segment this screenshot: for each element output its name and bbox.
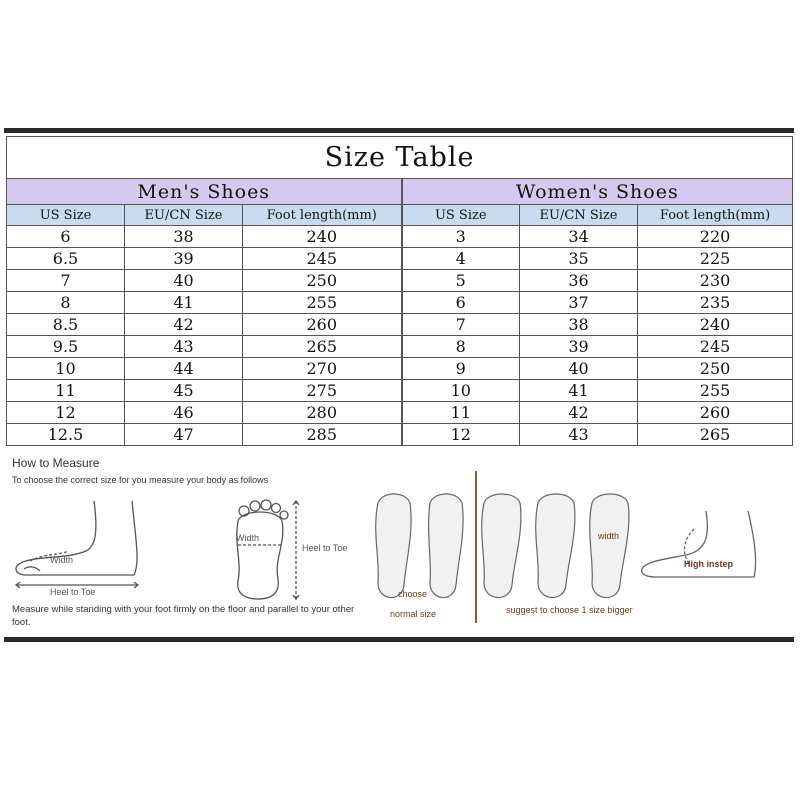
men-eu-size-cell: 46 (125, 402, 243, 424)
women-foot-length-cell: 225 (638, 248, 793, 270)
side-foot-icon (16, 501, 138, 588)
women-foot-length-header: Foot length(mm) (638, 205, 793, 226)
column-header-row (7, 205, 793, 226)
women-foot-length-cell: 220 (638, 226, 793, 248)
men-foot-length-cell: 260 (243, 314, 402, 336)
table-row (7, 314, 793, 336)
women-us-size-cell: 6 (402, 292, 520, 314)
men-us-size-cell: 12 (7, 402, 125, 424)
women-eu-size-cell: 34 (520, 226, 638, 248)
table-row (7, 358, 793, 380)
women-us-size-cell: 11 (402, 402, 520, 424)
men-foot-length-cell: 250 (243, 270, 402, 292)
women-foot-length-cell: 245 (638, 336, 793, 358)
men-eu-size-cell: 41 (125, 292, 243, 314)
table-row (7, 336, 793, 358)
sole-width-label: Width (236, 533, 260, 543)
women-eu-size-cell: 35 (520, 248, 638, 270)
women-us-size-cell: 9 (402, 358, 520, 380)
women-eu-size-cell: 42 (520, 402, 638, 424)
men-eu-size-cell: 47 (125, 424, 243, 446)
men-us-size-cell: 12.5 (7, 424, 125, 446)
men-eu-size-cell: 45 (125, 380, 243, 402)
table-row (7, 424, 793, 446)
men-us-size-header: US Size (7, 205, 125, 226)
men-eu-size-cell: 39 (125, 248, 243, 270)
normal-feet-icon (376, 494, 463, 598)
men-us-size-cell: 6.5 (7, 248, 125, 270)
men-eu-size-cell: 40 (125, 270, 243, 292)
men-foot-length-cell: 255 (243, 292, 402, 314)
men-eu-size-cell: 38 (125, 226, 243, 248)
size-bigger-suggestion: suggest to choose 1 size bigger (506, 605, 633, 615)
table-row (7, 248, 793, 270)
how-to-measure-panel (6, 451, 792, 637)
table-row (7, 380, 793, 402)
wide-width-label: width (598, 531, 620, 541)
women-foot-length-cell: 240 (638, 314, 793, 336)
how-to-measure-subtitle: To choose the correct size for you measure your body as follows (12, 475, 269, 485)
men-foot-length-header: Foot length(mm) (243, 205, 402, 226)
women-eu-size-cell: 41 (520, 380, 638, 402)
men-us-size-cell: 6 (7, 226, 125, 248)
size-rows (7, 226, 793, 446)
sole-foot-icon (237, 500, 299, 599)
men-foot-length-cell: 280 (243, 402, 402, 424)
women-us-size-cell: 10 (402, 380, 520, 402)
women-shoes-header: Women's Shoes (402, 179, 793, 205)
men-shoes-header: Men's Shoes (7, 179, 402, 205)
women-eu-size-cell: 40 (520, 358, 638, 380)
how-to-measure-title: How to Measure (12, 456, 100, 470)
table-title: Size Table (7, 137, 793, 179)
women-us-size-cell: 5 (402, 270, 520, 292)
women-foot-length-cell: 265 (638, 424, 793, 446)
men-eu-size-cell: 44 (125, 358, 243, 380)
men-foot-length-cell: 245 (243, 248, 402, 270)
men-eu-size-cell: 42 (125, 314, 243, 336)
men-us-size-cell: 8.5 (7, 314, 125, 336)
women-us-size-cell: 3 (402, 226, 520, 248)
women-us-size-cell: 12 (402, 424, 520, 446)
women-foot-length-cell: 255 (638, 380, 793, 402)
women-us-size-cell: 8 (402, 336, 520, 358)
women-eu-size-cell: 37 (520, 292, 638, 314)
women-eu-size-cell: 36 (520, 270, 638, 292)
men-foot-length-cell: 285 (243, 424, 402, 446)
table-row (7, 270, 793, 292)
side-heel-to-toe-label: Heel to Toe (50, 587, 96, 597)
men-foot-length-cell: 275 (243, 380, 402, 402)
high-instep-label: High instep (684, 559, 733, 569)
table-row (7, 292, 793, 314)
side-width-label: Width (50, 555, 74, 565)
men-us-size-cell: 8 (7, 292, 125, 314)
sole-heel-to-toe-label: Heel to Toe (302, 543, 348, 553)
table-row (7, 226, 793, 248)
size-table (6, 136, 793, 446)
table-row (7, 402, 793, 424)
women-foot-length-cell: 260 (638, 402, 793, 424)
measure-note: Measure while standing with your foot firmly on the floor and parallel to your other foot. (12, 604, 355, 628)
women-foot-length-cell: 230 (638, 270, 793, 292)
normal-size-label: normal size (390, 609, 437, 619)
women-eu-size-cell: 39 (520, 336, 638, 358)
men-us-size-cell: 7 (7, 270, 125, 292)
men-eu-size-header: EU/CN Size (125, 205, 243, 226)
choose-label: choose (398, 589, 428, 599)
women-eu-size-cell: 43 (520, 424, 638, 446)
women-us-size-cell: 7 (402, 314, 520, 336)
women-eu-size-cell: 38 (520, 314, 638, 336)
women-us-size-cell: 4 (402, 248, 520, 270)
men-foot-length-cell: 270 (243, 358, 402, 380)
women-us-size-header: US Size (402, 205, 520, 226)
women-foot-length-cell: 235 (638, 292, 793, 314)
men-foot-length-cell: 240 (243, 226, 402, 248)
men-foot-length-cell: 265 (243, 336, 402, 358)
women-foot-length-cell: 250 (638, 358, 793, 380)
women-eu-size-header: EU/CN Size (520, 205, 638, 226)
men-us-size-cell: 9.5 (7, 336, 125, 358)
men-us-size-cell: 10 (7, 358, 125, 380)
wide-feet-icon (482, 494, 629, 598)
men-eu-size-cell: 43 (125, 336, 243, 358)
men-us-size-cell: 11 (7, 380, 125, 402)
